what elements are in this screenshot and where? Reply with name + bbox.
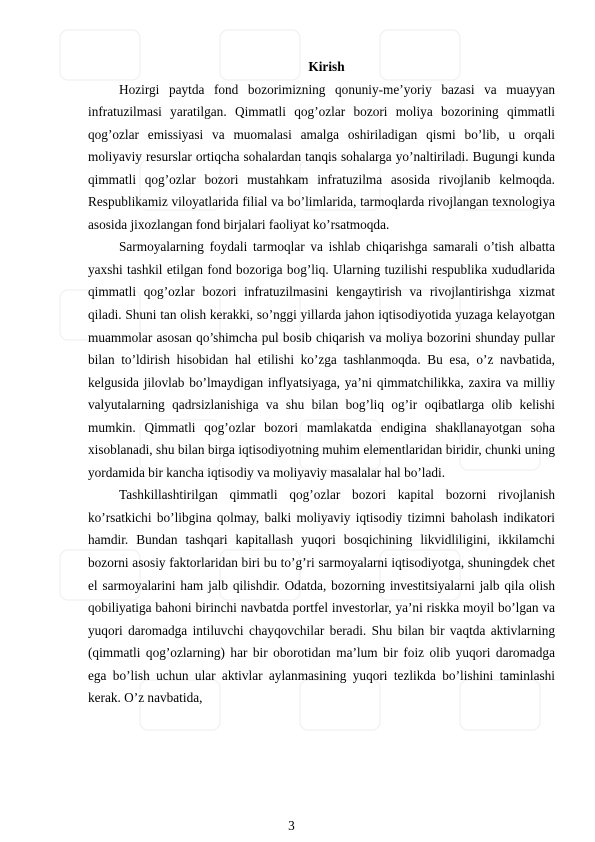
paragraph-2: Sarmoyalarning foydali tarmoqlar va ishlab chiqarishga samarali o’tish albatta yaxshi tashkil etilgan fond bozoriga bog’liq. Ularning tuzilishi respublika xududlarida qimmatli qog’ozlar bozori infratuzilmasini kengaytirish va rivojlantirishga xizmat qiladi. Shuni tan olish kerakki, so’nggi yillarda jahon iqtisodiyotida yuzaga kelayotgan muammolar asosan qo’shimcha pul bosib chiqarish va moliya bozorini shunday pullar bilan to’ldirish hisobidan hal etilishi ko’zga tashlanmoqda. Bu esa, o’z navbatida, kelgusida jilovlab bo’lmaydigan inflyatsiyaga, ya’ni qimmatchilikka, zaxira va milliy valyutalarning qadrsizlanishiga va shu bilan bog’liq og’ir oqibatlarga olib kelishi mumkin. Qimmatli qog’ozlar bozori mamlakatda endigina shakllanayotgan soha xisoblanadi, shu bilan birga iqtisodiyotning muhim elementlaridan biridir, chunki uning yordamida bir kancha iqtisodiy va moliyaviy masalalar hal bo’ladi. (88, 239, 555, 480)
body-text (88, 79, 555, 710)
paragraph-3: Tashkillashtirilgan qimmatli qog’ozlar bozori kapital bozorni rivojlanish ko’rsatkichi bo’libgina qolmay, balki moliyaviy iqtisodiy tizimni baholash indikatori hamdir. Bundan tashqari kapitallash yuqori bosqichining likvidliligini, ikkilamchi bozorni asosiy faktorlaridan biri bu to’g’ri sarmoyalarni iqtisodiyotga, shuningdek chet el sarmoyalarini ham jalb qilishdir. Odatda, bozorning investitsiyalarni jalb qila olish qobiliyatiga bahoni birinchi navbatda portfel investorlar, ya’ni riskka moyil bo’lgan va yuqori daromadga intiluvchi chayqovchilar beradi. Shu bilan bir vaqtda aktivlarning (qimmatli qog’ozlarning) har bir oborotidan ma’lum bir foiz olib yuqori daromadga ega bo’lish uchun ular aktivlar aylanmasining yuqori tezlikda bo’lishini taminlashi kerak. O’z navbatida, (88, 487, 555, 706)
page-number: 3 (288, 818, 295, 833)
paragraph-1: Hozirgi paytda fond bozorimizning qonuniy-me’yoriy bazasi va muayyan infratuzilmasi yaratilgan. Qimmatli qog’ozlar bozori moliya bozorining qimmatli qog’ozlar emissiyasi va muomalasi amalga oshiriladigan qismi bo’lib, u orqali moliyaviy resurslar ortiqcha sohalardan tanqis sohalarga yo’naltiriladi. Bugungi kunda qimmatli qog’ozlar bozori mustahkam infratuzilma asosida rivojlanib kelmoqda. Respublikamiz viloyatlarida filial va bo’limlarida, tarmoqlarda rivojlangan texnologiya asosida jixozlangan fond birjalari faoliyat ko’rsatmoqda. (88, 81, 555, 232)
section-heading: Kirish (308, 59, 345, 74)
